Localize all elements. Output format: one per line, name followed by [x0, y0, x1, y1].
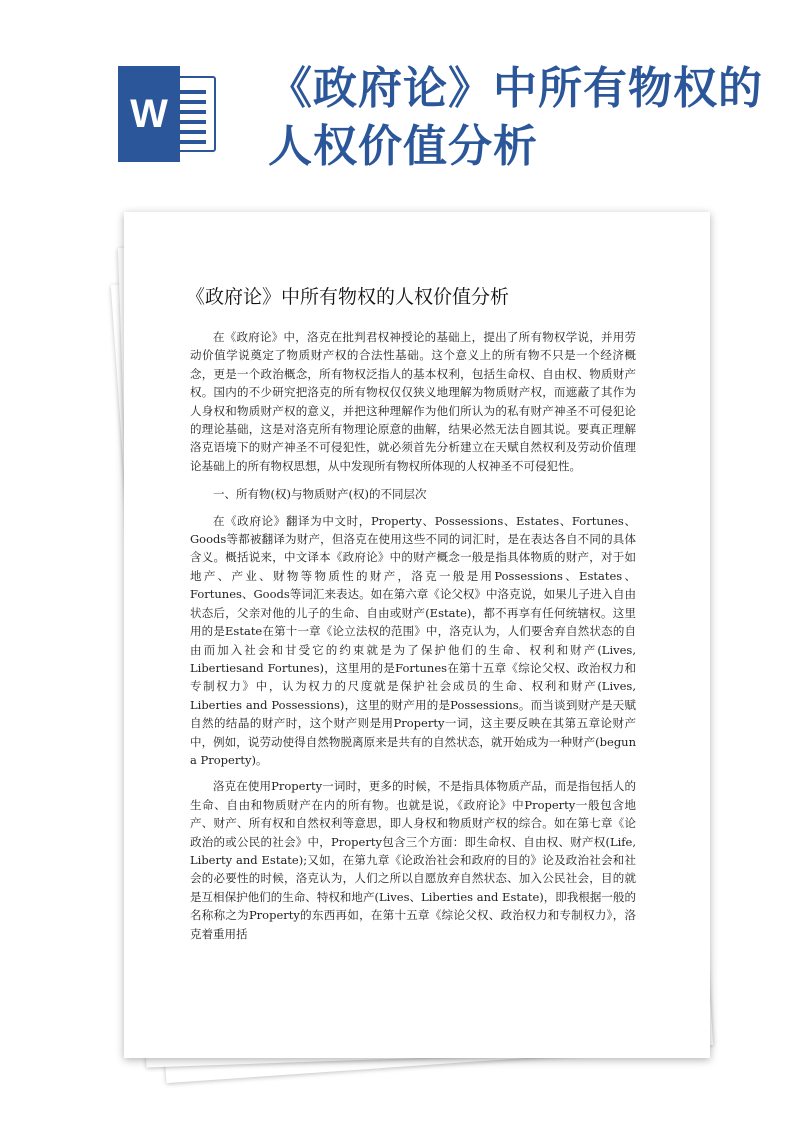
- paragraph: 洛克在使用Property一词时，更多的时候，不是指具体物质产品，而是指包括人的生命、自由和物质财产在内的所有物。也就是说，《政府论》中Property一般包含地产、财产、所有权和自然权利等意思，即人身权和物质财产权的综合。如在第七章《论政治的或公民的社会》中，Property包含三个方面：即生命权、自由权、财产权(Life, Liberty and Estate);又如，在第九章《论政治社会和政府的目的》论及政治社会和社会的必要性的时候，洛克认为，人们之所以自愿放弃自然状态、加入公民社会，目的就是互相保护他们的生命、特权和地产(Lives、Liberties and Estate)，即我根据一般的名称称之为Property的东西再如，在第十五章《综论父权、政治权力和专制权力》，洛克着重用括: [190, 779, 636, 941]
- word-letter-badge: W: [118, 66, 180, 162]
- document-body: [190, 328, 636, 943]
- paragraph: 在《政府论》中，洛克在批判君权神授论的基础上，提出了所有物权学说，并用劳动价值学说奠定了物质财产权的合法性基础。这个意义上的所有物不只是一个经济概念，更是一个政治概念，所有物权泛指人的基本权利，包括生命权、自由权、物质财产权。国内的不少研究把洛克的所有物权仅仅狭义地理解为物质财产权，而遮蔽了其作为人身权和物质财产权的意义，并把这种理解作为他们所认为的私有财产神圣不可侵犯论的理论基础，这是对洛克所有物理论原意的曲解，结果必然无法自圆其说。要真正理解洛克语境下的财产神圣不可侵犯性，就必须首先分析建立在天赋自然权利及劳动价值理论基础上的所有物权思想，从中发现所有物权所体现的人权神圣不可侵犯性。: [190, 330, 636, 473]
- section-heading: 一、所有物(权)与物质财产(权)的不同层次: [213, 487, 427, 502]
- paragraph: 在《政府论》翻译为中文时，Property、Possessions、Estates、Fortunes、Goods等都被翻译为财产，但洛克在使用这些不同的词汇时，是在表达各自不同的具体含义。概括说来，中文译本《政府论》中的财产概念一般是指具体物质的财产，对于如地产、产业、财物等物质性的财产，洛克一般是用Possessions、Estates、Fortunes、Goods等词汇来表达。如在第六章《论父权》中洛克说，如果儿子进入自由状态后，父亲对他的儿子的生命、自由或财产(Estate)，都不再享有任何统辖权。这里用的是Estate在第十一章《论立法权的范围》中，洛克认为，人们要舍弃自然状态的自由而加入社会和甘受它的约束就是为了保护他们的生命、权利和财产(Lives, Libertiesand Fortunes)，这里用的是Fortunes在第十五章《综论父权、政治权力和专制权力》中，认为权力的尺度就是保护社会成员的生命、权利和财产(Lives, Liberties and Possessions)，这里的财产用的是Possessions。而当谈到财产是天赋自然的结晶的财产时，这个财产则是用Property一词，这主要反映在其第五章论财产中，例如，说劳动使得自然物脱离原来是共有的自然状态，就开始成为一种财产(begun a Property)。: [190, 513, 636, 767]
- document-title: 《政府论》中所有物权的人权价值分析: [186, 286, 510, 308]
- document-page: [124, 212, 710, 1058]
- word-icon: [118, 66, 218, 162]
- banner-title: 《政府论》中所有物权的人权价值分析: [268, 63, 763, 172]
